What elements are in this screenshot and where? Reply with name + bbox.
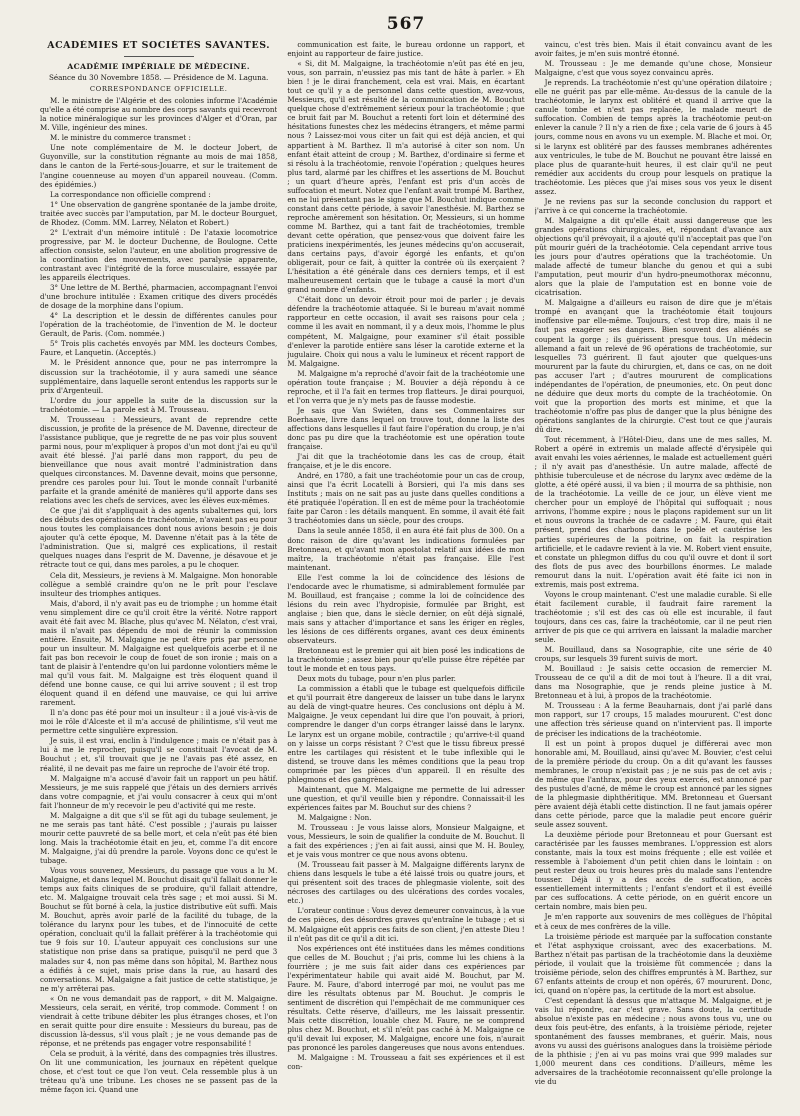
academy-heading: ACADÉMIE IMPÉRIALE DE MÉDECINE. [67,62,250,71]
paragraph: M. Malgaigne m'a reproché d'avoir fait de la trachéotomie une opération toute française ; M. Bouvier a déjà répondu à ce reproche, et il l'a fait en termes trop flatteurs. Je dirai pourquoi, et l'on verra que je n'y mets pas de fausse modestie. [287,368,525,405]
paragraph: Je ne reviens pas sur la seconde conclusion du rapport et j'arrive à ce qui concerne la trachéotomie. [534,196,772,215]
paragraph: M. Malgaigne : Non. [297,812,372,822]
paragraph: La troisième période est marquée par la suffocation constante et l'état asphyxique croissant, avec des exacerbations. M. Barthez n'était pas partisan de la trachéotomie dans la deuxième période, il voulait que la troisième fût commencée ; dans la troisième période, selon des chiffres empruntés à M. Barthez, sur 67 enfants atteints de croup et non opérés, 67 moururent. Donc, ici, quand on n'opère pas, la certitude de la mort est absolue. [534,931,772,995]
paragraph: vaincu, c'est très bien. Mais il était convaincu avant de les avoir faites, je m'en suis montré étonné. [534,40,772,59]
paragraph: 3° Une lettre de M. Berthé, pharmacien, accompagnant l'envoi d'une brochure intitulée : Examen critique des divers procédés de dosage de la morphine dans l'opium. [40,283,278,311]
column-2-text [287,40,524,1071]
paragraph: Je sais que Van Swiéten, dans ses Commentaires sur Boerhaave, livre dans lequel on trouve tout, donne la liste des affections dans lesquelles il faut faire l'opération du croup, je n'ai donc pas pu dire que la trachéotomie est une opération toute française. [287,405,525,452]
column-1-text [40,96,277,1094]
paragraph: Dans la seule année 1858, il en aura été fait plus de 300. On a donc raison de dire qu'avant les indications formulées par Bretonneau, et qu'avant mon apostolat relatif aux idées de mon maître, la trachéotomie n'était pas française. Elle l'est maintenant. [287,526,525,572]
paragraph: Maintenant, que M. Malgaigne me permette de lui adresser une question, et qu'il veuille bien y répondre. Connaissait-il les expériences faites par M. Bouchut sur des chiens ? [287,784,525,812]
paragraph: M. Trousseau : Messieurs, avant de reprendre cette discussion, je profite de la présence de M. Davenne, directeur de l'assistance publique, que je regrette de ne pas voir plus souvent parmi nous, pour m'expliquer à propos d'un mot dont j'ai eu qu'il avait été blessé. J'ai parlé dans mon rapport, du peu de bienveillance que nous avait montré l'administration dans quelques circonstances. M. Davenne devait, moins que personne, prendre ces paroles pour lui. Tout le monde connaît l'urbanité parfaite et la grande aménité de manières qu'il apporte dans ses relations avec les chefs de services, avec les élèves eux-mêmes. [40,414,278,506]
paragraph: M. Trousseau : Je me demande qu'une chose, Monsieur Malgaigne, c'est que vous soyez convaincu après. [534,59,772,78]
paragraph: 1° Une observation de gangrène spontanée de la jambe droite, traitée avec succès par l'amputation, par M. le docteur Bourguet, de Rhodez. (Comm. MM. Larrey, Nélaton et Robert.) [40,199,278,227]
paragraph: C'est cependant là dessus que m'attaque M. Malgaigne, et je vais lui répondre, car c'est grave. Sans doute, la certitude absolue n'existe pas en médecine ; nous avons tous vu, une ou deux fois peut-être, des enfants, à la troisième période, rejeter spontanément des fausses membranes, et guérir. Mais, nous avons vu aussi des guérisons analogues dans la troisième période de la phthisie ; j'en ai vu pas moins vrai que 999 malades sur 1,000 meurent dans ces conditions. D'ailleurs, même les adversaires de la trachéotomie reconnaissent qu'elle prolonge la vie du [534,995,772,1087]
paragraph: Cela se produit, à la vérité, dans des compagnies très illustres. On lit une communication, les journaux en répètent quelque chose, et c'est tout ce que l'on veut. Cela ressemble plus à un tréteau qu'à une tribune. Les choses ne se passent pas de la même façon ici. Quand une [40,1048,278,1095]
column-3-text [535,40,772,1086]
paragraph: M. Malgaigne m'a accusé d'avoir fait un rapport un peu hâtif. Messieurs, je me suis rappelé que j'étais un des derniers arrivés dans votre compagnie, et j'ai voulu consacrer à ceux qui m'ont fait l'honneur de m'y recevoir le peu d'activité qui me reste. [40,773,278,810]
paragraph: 2° L'extrait d'un mémoire intitulé : De l'ataxie locomotrice progressive, par M. le docteur Duchenne, de Boulogne. Cette affection consiste, selon l'auteur, en une abolition progressive de la coordination des mouvements, avec paralysie apparente, contrastant avec l'intégrité de la force musculaire, essayée par les appareils électriques. [40,227,278,283]
paragraph: J'ai dit que la trachéotomie dans les cas de croup, était française, et je le dis encore. [287,452,525,471]
paragraph: M. Malgaigne : M. Trousseau a fait ses expériences et il est con- [287,1053,525,1072]
paragraph: André, en 1780, a fait une trachéotomie pour un cas de croup, ainsi que l'a écrit Locatelli à Borsieri, qui l'a mis dans ses Instituts ; mais on ne sait pas au juste dans quelles conditions a été pratiquée l'opération. Il en est de même pour la trachéotomie faite par Caron : les détails manquent. En somme, il avait été fait 3 trachéotomies dans un siècle, pour des croups. [287,471,525,526]
paragraph: M. Trousseau : A la ferme Beauharnais, dont j'ai parlé dans mon rapport, sur 17 croups, 15 malades moururent. C'est donc une affection très sérieuse quand on n'intervient pas. Il importe de préciser les indications de la trachéotomie. [534,701,772,738]
section-title: ACADÉMIES ET SOCIÉTÉS SAVANTES. [47,40,271,51]
paragraph: M. Bouillaud, dans sa Nosographie, cite une série de 40 croups, sur lesquels 39 furent suivis de mort. [534,645,772,664]
paragraph: Je reprends. La trachéotomie n'est qu'une opération dilatoire ; elle ne guérit pas par elle-même. Au-dessus de la canule de la trachéotomie, le larynx est oblitéré et quand il arrive que la canule tombe et n'est pas replacée, le malade meurt de suffocation. Combien de temps après la trachéotomie peut-on enlever la canule ? Il n'y a rien de fixe ; cela varie de 6 jours à 45 jours, comme nous en avons vu un exemple. M. Blache et moi. Or, si le larynx est oblitéré par des fausses membranes adhérentes aux ventricules, le tube de M. Bouchut ne pouvant être laissé en place plus de quarante-huit heures, il est clair qu'il ne peut remédier aux accidents du croup pour lesquels on pratique la trachéotomie. Les pièces que j'ai mises sous vos yeux le disent assez. [534,78,772,196]
paragraph: M. le Président annonce que, pour ne pas interrompre la discussion sur la trachéotomie, il y aura samedi une séance supplémentaire, dans laquelle seront entendus les rapports sur le prix d'Argenteuil. [40,358,278,395]
paragraph: Cela dit, Messieurs, je reviens à M. Malgaigne. Mon honorable collègue a semblé craindre qu'on ne le prît pour l'esclave insulteur des triomphes antiques. [40,570,278,598]
paragraph: Deux mots du tubage, pour n'en plus parler. [297,674,456,684]
columns [40,40,772,1116]
paragraph: Voyons le croup maintenant. C'est une maladie curable. Si elle était facilement curable, il faudrait faire rarement la trachéotomie ; s'il est des cas où elle est incurable, il faut toujours, dans ces cas, faire la trachéotomie, car il ne peut rien arriver de pis que ce qui arrivera en laissant la maladie marcher seule. [534,589,772,645]
paragraph: M. Malgaigne a dit qu'elle était aussi dangereuse que les grandes opérations chirurgicales, et, répondant d'avance aux objections qu'il prévoyait, il a ajouté qu'il n'acceptait pas que l'on pût mourir guéri de la trachéotomie. Cela cependant arrive tous les jours pour d'autres opérations que la trachéotomie. Un malade affecté de tumeur blanche du genou et qui a subi l'amputation, peut mourir d'un hydro-pneumothorax méconnu, alors que la plaie de l'amputation est en bonne voie de cicatrisation. [534,215,772,298]
paragraph: Tout récemment, à l'Hôtel-Dieu, dans une de mes salles, M. Robert a opéré in extremis un malade affecté d'érysipèle qui avait envahi les voies aériennes, le malade est actuellement guéri ; il n'y avait pas d'anesthésie. Un autre malade, affecté de phthisie tuberculeuse et de nécrose du larynx avec œdème de la glotte, a été opéré aussi, il va bien ; il mourra de sa phthisie, non de la trachéotomie. La veille de ce jour, un élève vient me chercher pour un employé de l'hôpital qui suffoquait ; nous arrivons, l'homme expire ; nous le plaçons rapidement sur un lit et nous ouvrons la trachée de ce cadavre ; M. Faure, qui était présent, prend des charbons dans le poêle et cautérise les parties supérieures de la poitrine, on fait la respiration artificielle, et le cadavre revient à la vie. M. Robert vient ensuite, et constate un phlegmon diffus du cou qu'il ouvre et dont il sort des flots de pus avec des bourbillons énormes. Le malade remourut dans la nuit. L'opération avait été faite ici non in extremis, mais post extrema. [534,435,772,589]
column-3 [535,40,772,1116]
paragraph: M. le ministre de l'Algérie et des colonies informe l'Académie qu'elle a été comprise au nombre des corps savants qui recevront la notice minéralogique sur les provinces d'Alger et d'Oran, par M. Ville, ingénieur des mines. [40,96,278,133]
paragraph: Vous vous souvenez, Messieurs, du passage que vous a lu M. Malgaigne, et dans lequel M. Bouchut disait qu'il fallait donner le temps aux faits cliniques de se produire, qu'il fallait attendre, etc. M. Malgaigne trouvait cela très sage ; et moi aussi. Si M. Bouchut se fût borné à cela, la justice distributive eût suffi. Mais M. Bouchut, après avoir parlé de la facilité du tubage, de la tolérance du larynx pour les tubes, et de l'innocuité de cette opération, concluait qu'il la fallait préférer à la trachéotomie qui tue 9 fois sur 10. L'auteur appuyait ces conclusions sur une statistique non prise dans sa pratique, puisqu'il ne perd que 3 malades sur 4, non pas même dans son hôpital, M. Barthez nous a édifiés à ce sujet, mais prise dans la rue, au hasard des conversations. M. Malgaigne a fait justice de cette statistique, je ne m'y arrêterai pas. [40,866,278,993]
paragraph: La correspondance non officielle comprend : [50,189,211,199]
paragraph: 5° Trois plis cachetés envoyés par MM. les docteurs Combes, Faure, et Lanquetin. (Acceptés.) [40,339,278,358]
paragraph: communication est faite, le bureau ordonne un rapport, et enjoint au rapporteur de faire justice. [287,40,525,59]
paragraph: La deuxième période pour Bretonneau et pour Guersant est caractérisée par les fausses membranes. L'oppression est alors constante, mais la toux est moins fréquente ; elle est voilée et ressemble à l'aboiement d'un petit chien dans le lointain : on peut rester deux ou trois heures près du malade sans l'entendre tousser. Déjà il y a des accès de suffocation, accès essentiellement intermittents ; l'enfant s'endort et il est éveillé par ces suffocations. A cette période, on en guérit encore un certain nombre, mais bien peu. [534,830,772,912]
paragraph: M. Bouillaud : Je saisis cette occasion de remercier M. Trousseau de ce qu'il a dit de moi tout à l'heure. Il a dit vrai, dans ma Nosographie, que je rends pleine justice à M. Bretonneau et à lui, à propos de la trachéotomie. [534,664,772,701]
paragraph: 4° La description et le dessin de différentes canules pour l'opération de la trachéotomie, de l'invention de M. le docteur Gerault, de Paris. (Com. nommée.) [40,311,278,339]
title-rule [124,56,194,57]
paragraph: Je suis, il est vrai, enclin à l'indulgence ; mais ce n'était pas à lui à me le reprocher, puisqu'il se constituait l'avocat de M. Bouchut ; et, s'il trouvait que je ne l'avais pas été assez, en réalité, il ne devait pas me faire un reproche de l'avoir été trop. [40,736,278,773]
column-2 [287,40,524,1116]
paragraph: La commission a établi que le tubage est quelquefois difficile et qu'il pourrait être dangereux de laisser un tube dans le larynx au delà de vingt-quatre heures. Ces conclusions ont déplu à M. Malgaigne. Je veux cependant lui dire que l'on pouvait, à priori, comprendre le danger d'un corps étranger laissé dans le larynx. Le larynx est un organe mobile, contractile ; qu'arrive-t-il quand on y laisse un corps résistant ? C'est que le tissu fibreux pressé entre les cartilages qui résistent et le tube inflexible qui le distend, se trouve dans les mêmes conditions que la peau trop comprimée par les pièces d'un appareil. Il en résulte des phlegmons et des gangrènes. [287,684,525,784]
column-1 [40,40,277,1116]
paragraph: Une note complémentaire de M. le docteur Jobert, de Guyonville, sur la constitution régnante au mois de mai 1858, dans le canton de la Ferté-sous-Jouarre, et sur le traitement de l'angine couenneuse au moyen d'un appareil nouveau. (Comm. des épidémies.) [40,143,278,189]
paragraph: Mais, d'abord, il n'y avait pas eu de triomphe ; un homme était venu simplement dire ce qu'il croit être la vérité. Notre rapport avait été fait avec M. Blache, plus qu'avec M. Nélaton, c'est vrai, mais il n'avait pas dépendu de moi de réunir la commission entière. Ensuite, M. Malgaigne ne peut être pris par personne pour un insulteur. M. Malgaigne est quelquefois acerbe et il ne fait pas bon recevoir le coup de fouet de son ironie ; mais on a tant de plaisir à l'entendre qu'on lui pardonne volontiers même le mal qu'il vous fait. M. Malgaigne est très éloquent quand il défend une bonne cause, ce qui lui arrive souvent ; il est trop éloquent quand il en défend une mauvaise, ce qui lui arrive rarement. [40,598,278,708]
paragraph: (M. Trousseau fait passer à M. Malgaigne différents larynx de chiens dans lesquels le tube a été laissé trois ou quatre jours, et qui présentent soit des traces de phlegmasie violente, soit des nécroses des cartilages ou des ulcérations des cordes vocales, etc.) [287,860,525,906]
session-line: Séance du 30 Novembre 1858. — Présidence de M. Laguna. [48,73,269,83]
paragraph: C'était donc un devoir étroit pour moi de parler ; je devais défendre la trachéotomie attaquée. Si le bureau m'avait nommé rapporteur en cette occasion, il avait ses raisons pour cela ; comme il les avait en nommant, il y a deux mois, l'homme le plus compétent, M. Malgaigne, pour examiner s'il était possible d'enlever la parotide entière sans léser la carotide externe et la jugulaire. Choix qui nous a valu le lumineux et récent rapport de M. Malgaigne. [287,295,525,368]
paragraph: Il est un point à propos duquel je différerai avec mon honorable ami, M. Bouillaud, ainsi qu'avec M. Bouvier, c'est celui de la première période du croup. On a dit qu'avant les fausses membranes, le croup n'existait pas ; je ne suis pas de cet avis ; de même que l'anthrax, pour des yeux exercés, est annoncé par des pustules d'acné, de même le croup est annoncé par les signes de la phlegmasie diphthéritique. MM. Bretonneau et Guersant père avaient déjà établi cette distinction. Il ne faut jamais opérer dans cette période, parce que la maladie peut encore guérir seule assez souvent. [534,738,772,829]
paragraph: Ce que j'ai dit s'appliquait à des agents subalternes qui, lors des débuts des opérations de trachéotomie, n'avaient pas eu pour nous toutes les complaisances dont nous avions besoin ; je dois ajouter qu'à cette époque, M. Davenne n'était pas à la tête de l'administration. Que si, malgré ces explications, il restait quelques nuages dans l'esprit de M. Davenne, je désavoue et je rétracte tout ce qui, dans mes paroles, a pu le choquer. [40,506,278,570]
paragraph: « On ne vous demandait pas de rapport, » dit M. Malgaigne. Messieurs, cela serait, en vérité, trop commode. Comment ! on viendrait à cette tribune débiter les plus étranges choses, et l'on en serait quitte pour dire ensuite : Messieurs du bureau, pas de discussion là-dessus, s'il vous plaît ; je ne vous demande pas de réponse, et ne prétends pas engager votre responsabilité ! [40,993,278,1048]
paragraph: M. le ministre du commerce transmet : [50,133,191,143]
paragraph: « Si, dit M. Malgaigne, la trachéotomie n'eût pas été en jeu, vous, son parrain, n'eussiez pas mis tant de hâte à parler. » Eh bien ! je le dirai franchement, cela est vrai. Mais, en écartant tout ce qu'il y a de personnel dans cette question, avez-vous, Messieurs, qu'il est résulté de la communication de M. Bouchut quelque chose d'extrêmement sérieux pour la trachéotomie ; que ce bruit fait par M. Bouchut a retenti fort loin et déterminé des hésitations funestes chez les médecins étrangers, et même parmi nous ? Laissez-moi vous citer un fait qui est déjà ancien, et qui appartient à M. Barthez. Il m'a autorisé à citer son nom. Un enfant était atteint de croup ; M. Barthez, d'ordinaire si ferme et si résolu à la trachéotomie, renvoie l'opération ; quelques heures plus tard, alarmé par les chiffres et les assertions de M. Bouchut ; un quart d'heure après, l'enfant est pris d'un accès de suffocation et meurt. Notez que l'enfant avait trompé M. Barthez, en ne lui présentant pas le signe que M. Bouchut indique comme constant dans cette période, à savoir l'anesthésie. M. Barthez se reproche amèrement son hésitation. Or, Messieurs, si un homme comme M. Barthez, qui a tant fait de trachéotomies, tremble devant cette opération, que pensez-vous que doivent faire les praticiens inexpérimentés, les jeunes médecins qu'on accuserait, dans certains pays, d'avoir égorgé les enfants, et qu'on obligerait, pour ce fait, à quitter la contrée où ils exerçaient ? L'hésitation a été générale dans ces derniers temps, et il est malheureusement certain que le tubage a causé la mort d'un grand nombre d'enfants. [287,59,525,295]
correspondence-heading: CORRESPONDANCE OFFICIELLE. [89,85,228,94]
paragraph: M. Malgaigne a d'ailleurs eu raison de dire que je m'étais trompé en avançant que la trachéotomie était toujours inoffensive par elle-même. Toujours, c'est trop dire, mais il ne faut pas exagérer ses dangers. Bien souvent des aliénés se coupent la gorge ; ils guérissent presque tous. Un médecin allemand a fait un relevé de 96 opérations de trachéotomie, sur lesquelles 73 guérirent. Il faut ajouter que quelques-uns moururent par la faute du chirurgien, et, dans ce cas, on ne doit pas accuser l'art ; d'autres moururent de complications indépendantes de l'opération, de pneumonies, etc. On peut donc ne déduire que deux morts du compte de la trachéotomie. On voit que la proportion des morts est minime, et que la trachéotomie n'offre pas plus de danger que la plus bénigne des opérations sanglantes de la chirurgie. C'est tout ce que j'aurais dû dire. [534,298,772,434]
paragraph: Il n'a donc pas été pour moi un insulteur : il a joué vis-à-vis de moi le rôle d'Alceste et il m'a accusé de philintisme, s'il veut me permettre cette singulière expression. [40,708,278,736]
page-number: 567 [386,14,426,34]
paragraph: Je m'en rapporte aux souvenirs de mes collègues de l'hôpital et à ceux de mes confrères de la ville. [534,912,772,931]
paragraph: Nos expériences ont été instituées dans les mêmes conditions que celles de M. Bouchut ; j'ai pris, comme lui les chiens à la fourrière ; je me suis fait aider dans ces expériences par l'expérimentateur habile qui avait aidé M. Bouchut, par M. Faure. M. Faure, d'abord interrogé par moi, ne voulut pas me dire les résultats obtenus par M. Bouchut. Je compris le sentiment de discrétion qui l'empêchait de me communiquer ces résultats. Cette réserve, d'ailleurs, me les laissait pressentir. Mais cette discrétion, louable chez M. Faure, ne se comprend plus chez M. Bouchut, et s'il n'eût pas caché à M. Malgaigne ce qu'il devait lui exposer, M. Malgaigne, encore une fois, n'aurait pas prononcé les paroles dangereuses que nous avons entendues. [287,943,525,1053]
paragraph: Elle l'est comme la loi de coïncidence des lésions de l'endocarde avec le rhumatisme, si admirablement formulée par M. Bouillaud, est française ; comme la loi de coïncidence des lésions du rein avec l'hydropisie, formulée par Bright, est anglaise ; bien que, dans le siècle dernier, on eût déjà signalé, mais sans y attacher d'importance et sans les ériger en règles, les lésions de ces différents organes, avant ces deux éminents observateurs. [287,572,525,646]
paragraph: Bretonneau est le premier qui ait bien posé les indications de la trachéotomie ; assez bien pour qu'elle puisse être répétée par tout le monde et en tous pays. [287,646,525,674]
paragraph: M. Malgaigne a dit que s'il se fût agi du tubage seulement, je ne me serais pas tant hâté. C'est possible ; j'aurais pu laisser mourir cette pauvreté de sa belle mort, et cela n'eût pas été bien long. Mais la trachéotomie était en jeu, et, comme l'a dit encore M. Malgaigne, j'ai dû prendre la parole. Voyons donc ce qu'est le tubage. [40,810,278,865]
paragraph: M. Trousseau : Je vous laisse alors, Monsieur Malgaigne, et vous, Messieurs, le soin de qualifier la conduite de M. Bouchut. Il a fait des expériences ; j'en ai fait aussi, ainsi que M. H. Bouley, et je vais vous montrer ce que nous avons obtenu. [287,822,525,860]
paragraph: L'orateur continue : Vous devez demeurer convaincus, à la vue de ces pièces, des désordres graves qu'entraîne le tubage ; et si M. Malgaigne eût appris ces faits de son client, j'en atteste Dieu ! il n'eût pas dit ce qu'il a dit ici. [287,906,525,943]
paragraph: L'ordre du jour appelle la suite de la discussion sur la trachéotomie. — La parole est à M. Trousseau. [40,395,278,414]
